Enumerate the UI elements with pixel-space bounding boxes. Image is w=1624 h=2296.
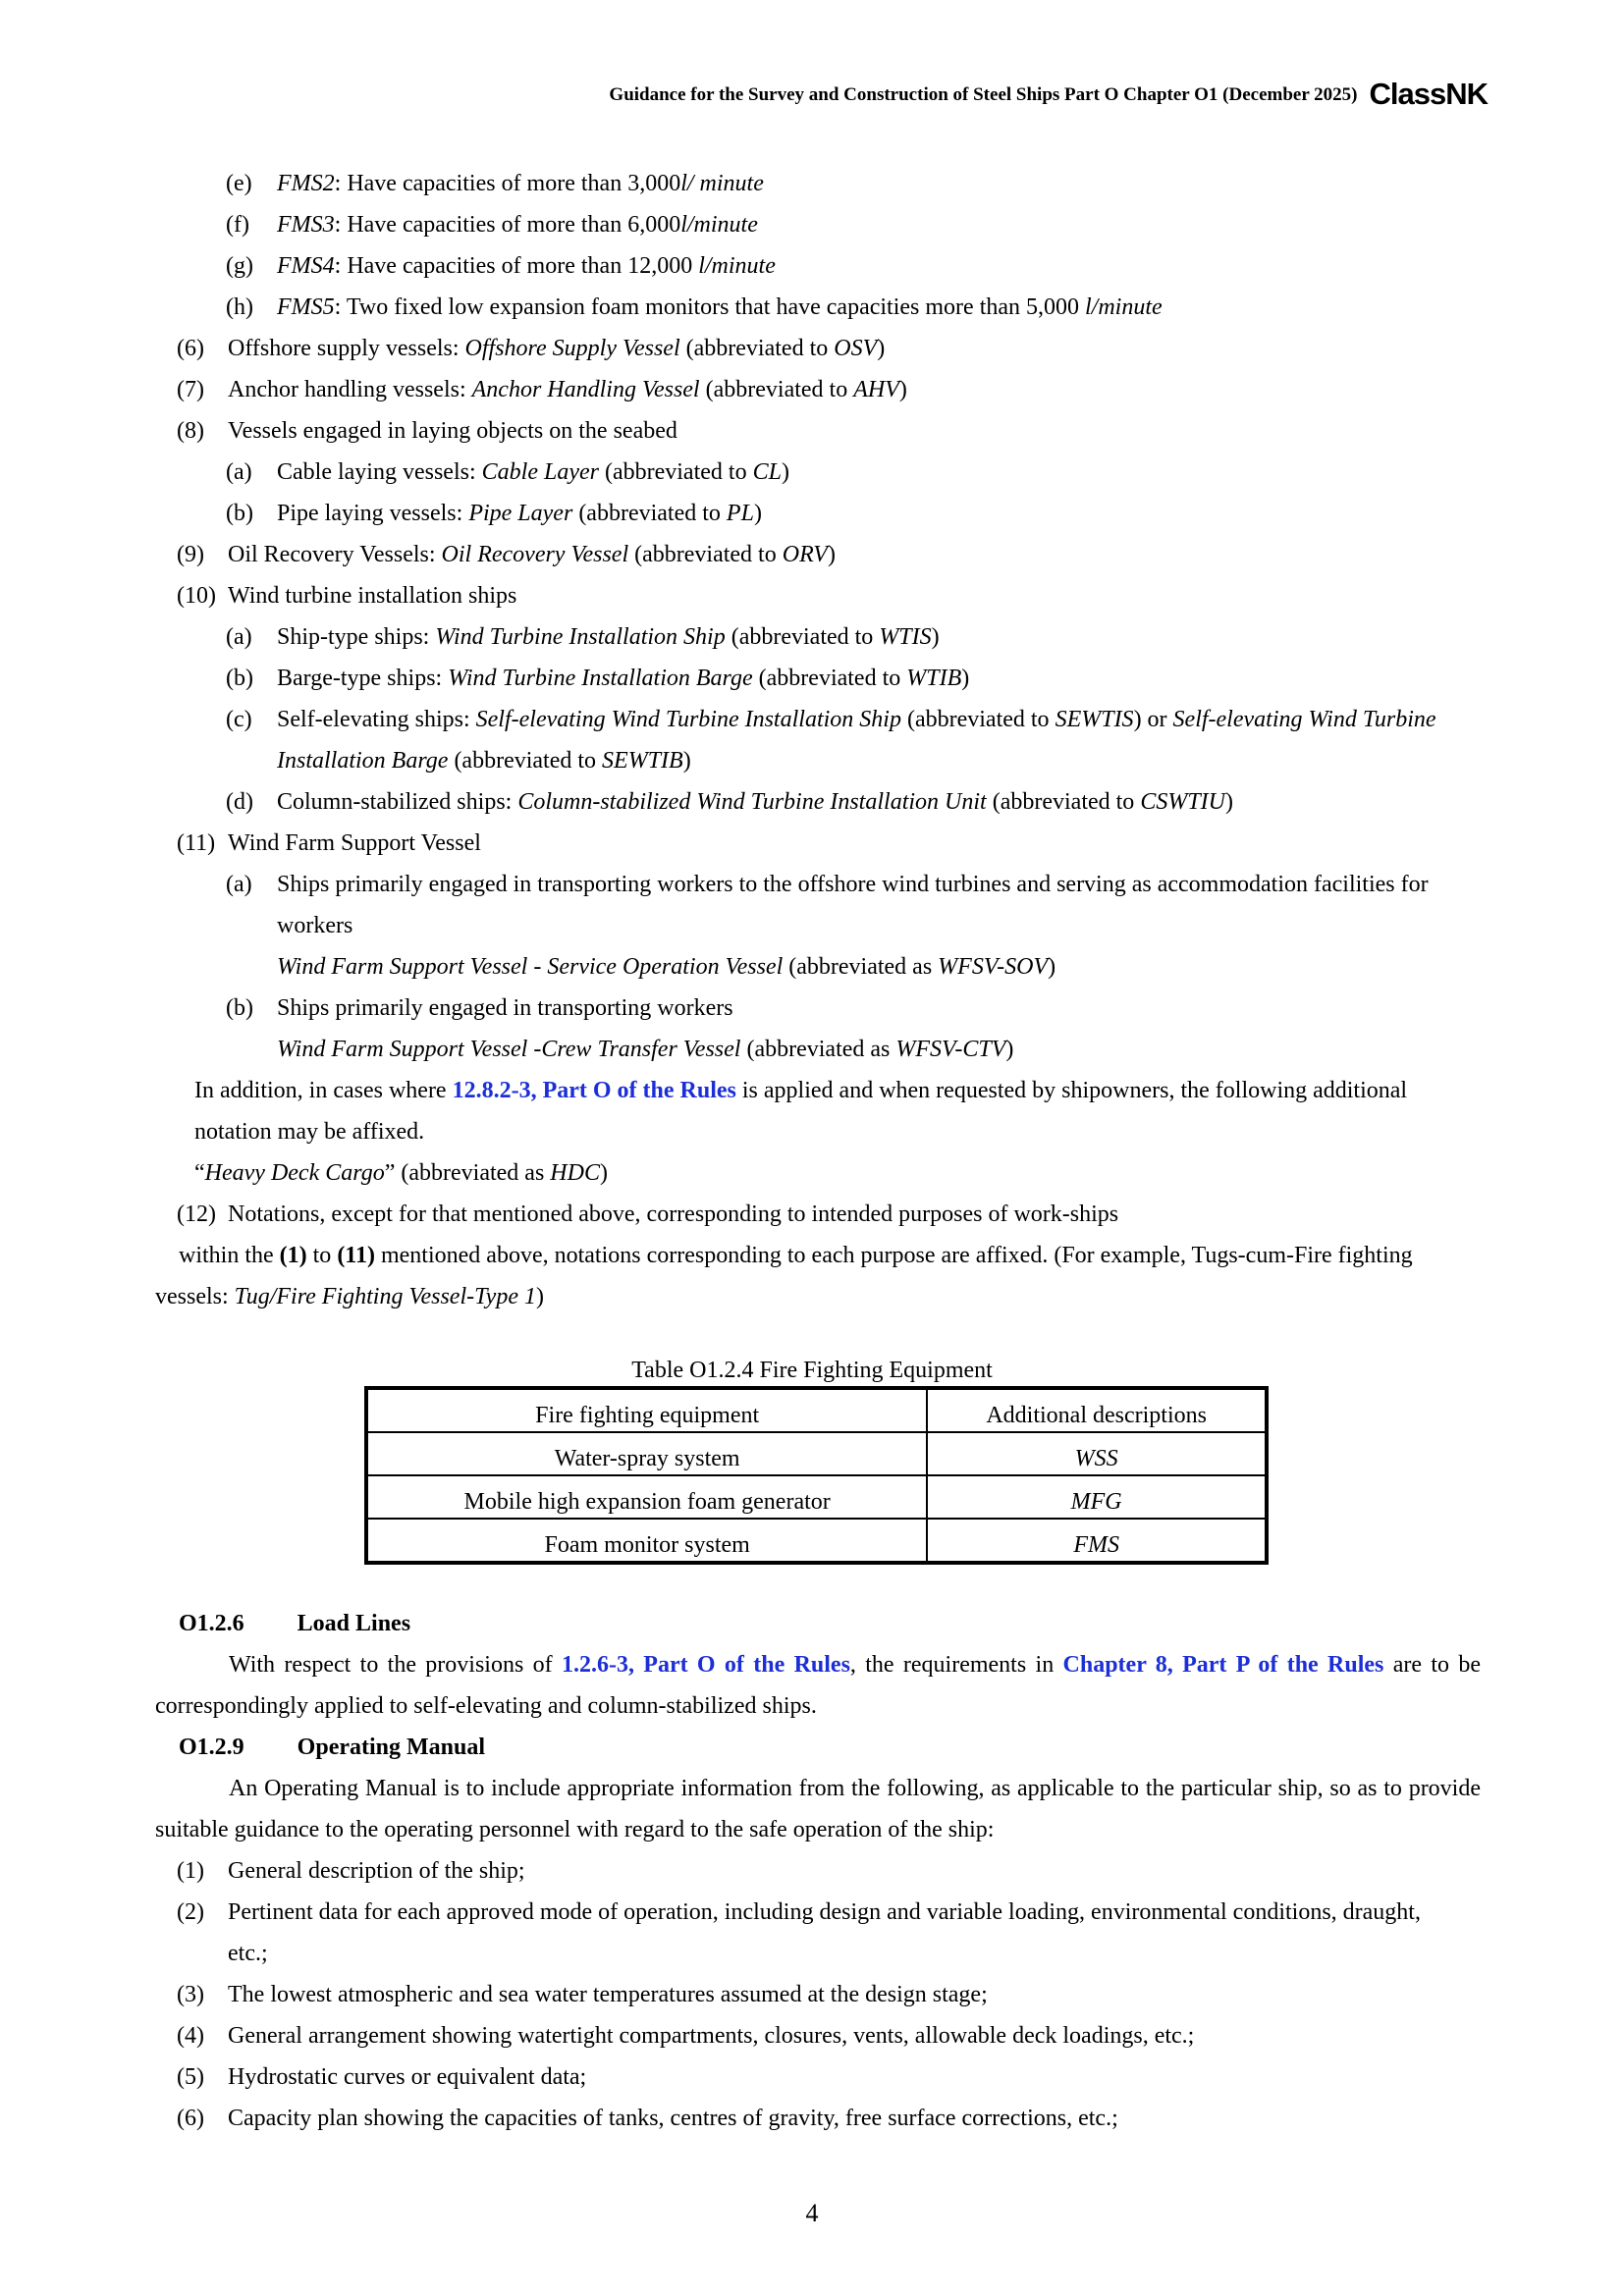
text-run: (abbreviated to (986, 789, 1141, 815)
text-run: FMS5 (277, 294, 335, 320)
text-run: l/ minute (680, 171, 764, 196)
list-line (0, 699, 1624, 740)
list-line (0, 740, 1624, 781)
text-run: “ (194, 1160, 205, 1186)
list-line (0, 287, 1624, 328)
text-run: PL (726, 501, 754, 526)
list-line (0, 988, 1624, 1029)
text-run: (abbreviated as (783, 954, 939, 980)
text-run: l/minute (1085, 294, 1163, 320)
list-line (0, 534, 1624, 575)
list-item-label: (2) (177, 1899, 204, 1925)
text-run: ) (781, 459, 789, 485)
list-item-text (228, 410, 677, 452)
section-title: Load Lines (297, 1611, 411, 1636)
list-line (0, 1152, 1624, 1194)
list-line (0, 658, 1624, 699)
text-run: Vessels engaged in laying objects on the seabed (228, 418, 677, 444)
header-title: Guidance for the Survey and Construction of Steel Ships Part O Chapter O1 (December 2025) (609, 84, 1358, 105)
text-run: AHV (853, 377, 899, 402)
text-run: CSWTIU (1140, 789, 1225, 815)
table-caption: Table O1.2.4 Fire Fighting Equipment (631, 1358, 993, 1383)
list-item-label: (11) (177, 830, 216, 856)
paragraph-text: With respect to the provisions of (229, 1652, 562, 1678)
list-line (0, 575, 1624, 616)
list-item-label: (12) (177, 1201, 216, 1227)
text-run: Self-elevating Wind Turbine Installation Ship (475, 707, 901, 732)
list-item-text (277, 699, 1436, 740)
text-run: (abbreviated to (448, 748, 603, 774)
list-item-label: (d) (226, 789, 253, 815)
text-run: notation may be affixed. (194, 1119, 425, 1145)
list-item-text (228, 328, 885, 369)
list-line (0, 2056, 1624, 2098)
list-item-text (228, 823, 481, 864)
list-item-label: (3) (177, 1982, 204, 2007)
text-run: ) (1005, 1037, 1014, 1062)
list-line (0, 823, 1624, 864)
text-run: Cable Layer (481, 459, 599, 485)
table-row (366, 1432, 1267, 1475)
list-item-text (277, 287, 1163, 328)
list-item-label: (4) (177, 2023, 204, 2049)
list-line (0, 1194, 1624, 1235)
text-run: mentioned above, notations corresponding to each purpose are affixed. (For example, Tugs-cum-Fire fighting (374, 1243, 1413, 1268)
list-line (0, 2098, 1624, 2139)
list-item-label: (f) (226, 212, 249, 238)
list-line (0, 493, 1624, 534)
text-run: Installation Barge (277, 748, 449, 774)
text-run: Oil Recovery Vessel (441, 542, 629, 567)
text-run: : Have capacities of more than 6,000 (334, 212, 681, 238)
list-item-text (155, 1276, 544, 1317)
text-run: Column-stabilized ships: (277, 789, 518, 815)
list-item-text (228, 575, 516, 616)
text-run: ) (753, 501, 762, 526)
list-line (0, 163, 1624, 204)
classnk-logo: ClassNK (1369, 77, 1488, 111)
list-item-text: Pertinent data for each approved mode of operation, including design and variable loading, environmental conditions, draught, (228, 1899, 1421, 1925)
text-run: OSV (834, 336, 878, 361)
text-run: ) (682, 748, 691, 774)
text-run: Ships primarily engaged in transporting workers to the offshore wind turbines and serving as accommodation facilities for (277, 872, 1429, 897)
list-item-text: The lowest atmospheric and sea water temperatures assumed at the design stage; (228, 1982, 988, 2007)
list-line (0, 1111, 1624, 1152)
list-item-text (277, 1029, 1013, 1070)
list-line (0, 1933, 1624, 1974)
text-run: ) (535, 1284, 544, 1309)
list-item-label: (6) (177, 336, 204, 361)
list-line (0, 1276, 1624, 1317)
text-run: vessels: (155, 1284, 235, 1309)
section-heading-operating-manual (179, 1735, 485, 1761)
text-run: Oil Recovery Vessels: (228, 542, 442, 567)
table-cell: Foam monitor system (366, 1519, 927, 1563)
paragraph-text: , the requirements in (849, 1652, 1063, 1678)
list-item-text (277, 946, 1056, 988)
text-run: Ships primarily engaged in transporting workers (277, 995, 733, 1021)
list-item-label: (h) (226, 294, 253, 320)
text-run: workers (277, 913, 353, 938)
running-header (0, 77, 1488, 112)
list-item-text (277, 493, 762, 534)
list-line (0, 452, 1624, 493)
text-run: Wind Turbine Installation Barge (448, 666, 753, 691)
table-cell: MFG (927, 1475, 1267, 1519)
table-cell: WSS (927, 1432, 1267, 1475)
rules-link[interactable]: 12.8.2-3, Part O of the Rules (452, 1078, 736, 1103)
table-cell: FMS (927, 1519, 1267, 1563)
list-item-text (277, 245, 776, 287)
text-run: (abbreviated to (699, 377, 854, 402)
list-item-text (277, 781, 1233, 823)
table-header-row (366, 1388, 1267, 1432)
section-title: Operating Manual (297, 1735, 486, 1760)
text-run: (abbreviated to (628, 542, 783, 567)
list-line (0, 1029, 1624, 1070)
rules-link[interactable]: 1.2.6-3, Part O of the Rules (561, 1652, 850, 1678)
text-run: Offshore supply vessels: (228, 336, 465, 361)
list-item-label: (a) (226, 624, 252, 650)
text-run: Column-stabilized Wind Turbine Installation Unit (517, 789, 987, 815)
text-run: WFSV-SOV (938, 954, 1049, 980)
text-run: (abbreviated to (900, 707, 1056, 732)
list-item-text (277, 905, 352, 946)
text-run: Tug/Fire Fighting Vessel-Type 1 (234, 1284, 536, 1309)
text-run: Heavy Deck Cargo (204, 1160, 385, 1186)
list-line (0, 1974, 1624, 2015)
list-line (0, 1070, 1624, 1111)
text-run: Pipe Layer (468, 501, 573, 526)
text-run: (1) (279, 1243, 307, 1268)
text-run: FMS3 (277, 212, 335, 238)
list-item-text: General description of the ship; (228, 1858, 525, 1884)
text-run: SEWTIS (1055, 707, 1134, 732)
list-item-text (277, 204, 758, 245)
text-run: ) (898, 377, 907, 402)
list-item-text (277, 658, 969, 699)
text-run: (abbreviated as (740, 1037, 896, 1062)
list-line (0, 1892, 1624, 1933)
text-run: : Two fixed low expansion foam monitors that have capacities more than 5,000 (334, 294, 1086, 320)
text-run: Wind turbine installation ships (228, 583, 517, 609)
text-run: (abbreviated to (679, 336, 835, 361)
fire-fighting-equipment-table (364, 1386, 1269, 1565)
list-line (0, 864, 1624, 905)
text-run: Barge-type ships: (277, 666, 449, 691)
list-item-label: (8) (177, 418, 204, 444)
list-item-label: (b) (226, 995, 253, 1021)
list-item-text (277, 740, 691, 781)
text-run: Cable laying vessels: (277, 459, 482, 485)
table-cell: Mobile high expansion foam generator (366, 1475, 927, 1519)
list-item-label: (9) (177, 542, 204, 567)
list-line (0, 369, 1624, 410)
list-item-text (277, 616, 940, 658)
list-item-text (228, 534, 836, 575)
list-item-text (228, 369, 907, 410)
text-run: WFSV-CTV (895, 1037, 1006, 1062)
text-run: to (306, 1243, 338, 1268)
text-run: Pipe laying vessels: (277, 501, 469, 526)
list-item-label: (e) (226, 171, 252, 196)
paragraph-text: are to be correspondingly applied to self-elevating and column-stabilized ships. (155, 1652, 1481, 1719)
text-run: l/minute (698, 253, 776, 279)
list-item-label: (c) (226, 707, 252, 732)
list-line (0, 1850, 1624, 1892)
text-run: ) (961, 666, 970, 691)
text-run: ) (1224, 789, 1233, 815)
text-run: ) (599, 1160, 608, 1186)
list-item-label: (5) (177, 2064, 204, 2090)
table-header-cell: Additional descriptions (927, 1388, 1267, 1432)
section-number: O1.2.9 (179, 1735, 244, 1760)
text-run: ) (931, 624, 940, 650)
page-number: 4 (805, 2199, 819, 2227)
list-item-text: Capacity plan showing the capacities of tanks, centres of gravity, free surface corrections, etc.; (228, 2106, 1118, 2131)
list-item-label: (6) (177, 2106, 204, 2131)
section-number: O1.2.6 (179, 1611, 244, 1636)
load-lines-paragraph (155, 1644, 1481, 1727)
text-run: FMS4 (277, 253, 335, 279)
list-item-text (277, 988, 733, 1029)
list-item-text (277, 452, 789, 493)
text-run: Ship-type ships: (277, 624, 436, 650)
table-cell: Water-spray system (366, 1432, 927, 1475)
text-run: ) (1048, 954, 1056, 980)
text-run: (abbreviated to (725, 624, 880, 650)
list-item-text: Hydrostatic curves or equivalent data; (228, 2064, 587, 2090)
list-item-text (277, 163, 764, 204)
text-run: Wind Farm Support Vessel (228, 830, 481, 856)
list-item-label: (b) (226, 666, 253, 691)
text-run: CL (752, 459, 782, 485)
text-run: : Have capacities of more than 3,000 (334, 171, 681, 196)
text-run: WTIB (906, 666, 962, 691)
list-item-label: (a) (226, 459, 252, 485)
text-run: (abbreviated to (598, 459, 753, 485)
table-header-cell: Fire fighting equipment (366, 1388, 927, 1432)
table-row (366, 1475, 1267, 1519)
list-item-label: (g) (226, 253, 253, 279)
text-run: Self-elevating Wind Turbine (1172, 707, 1436, 732)
table-row (366, 1519, 1267, 1563)
list-line (0, 204, 1624, 245)
text-run: ) (877, 336, 886, 361)
text-run: FMS2 (277, 171, 335, 196)
text-run: In addition, in cases where (194, 1078, 453, 1103)
list-line (0, 946, 1624, 988)
list-item-label: (a) (226, 872, 252, 897)
section-heading-load-lines (179, 1611, 410, 1637)
text-run: HDC (550, 1160, 600, 1186)
text-run: : Have capacities of more than 12,000 (334, 253, 699, 279)
operating-manual-paragraph: An Operating Manual is to include appropriate information from the following, as applicable to the particular ship, so as to provide suitable guidance to the operating personnel with regard to the safe operation of the ship: (155, 1776, 1481, 1842)
text-run: ) or (1133, 707, 1173, 732)
list-item-text (194, 1152, 608, 1194)
list-item-label: (1) (177, 1858, 204, 1884)
list-item-text (228, 1194, 1118, 1235)
text-run: (11) (337, 1243, 375, 1268)
list-item-text (277, 864, 1429, 905)
text-run: (abbreviated to (572, 501, 727, 526)
text-run: ” (abbreviated as (384, 1160, 551, 1186)
list-line (0, 905, 1624, 946)
list-item-text (194, 1070, 1407, 1111)
list-item-label: (7) (177, 377, 204, 402)
text-run: Offshore Supply Vessel (464, 336, 680, 361)
list-line (0, 410, 1624, 452)
rules-link[interactable]: Chapter 8, Part P of the Rules (1062, 1652, 1384, 1678)
list-line (0, 1235, 1624, 1276)
text-run: Wind Farm Support Vessel -Crew Transfer Vessel (277, 1037, 741, 1062)
text-run: WTIS (879, 624, 932, 650)
list-item-label: (10) (177, 583, 216, 609)
list-item-text (194, 1111, 424, 1152)
text-run: SEWTIB (602, 748, 683, 774)
text-run: Anchor handling vessels: (228, 377, 472, 402)
list-item-label: (b) (226, 501, 253, 526)
list-item-text: General arrangement showing watertight compartments, closures, vents, allowable deck loadings, etc.; (228, 2023, 1195, 2049)
list-line (0, 328, 1624, 369)
list-item-text (179, 1235, 1413, 1276)
text-run: l/minute (680, 212, 758, 238)
text-run: Self-elevating ships: (277, 707, 476, 732)
text-run: Notations, except for that mentioned above, corresponding to intended purposes of work-ships (228, 1201, 1119, 1227)
list-line (0, 616, 1624, 658)
text-run: Wind Turbine Installation Ship (435, 624, 726, 650)
list-line (0, 2015, 1624, 2056)
text-run: is applied and when requested by shipowners, the following additional (735, 1078, 1408, 1103)
text-run: Wind Farm Support Vessel - Service Operation Vessel (277, 954, 784, 980)
list-line (0, 245, 1624, 287)
text-run: ) (827, 542, 836, 567)
text-run: ORV (782, 542, 828, 567)
text-run: (abbreviated to (752, 666, 907, 691)
text-run: within the (179, 1243, 280, 1268)
list-item-text: etc.; (228, 1941, 268, 1966)
list-line (0, 781, 1624, 823)
text-run: Anchor Handling Vessel (471, 377, 700, 402)
